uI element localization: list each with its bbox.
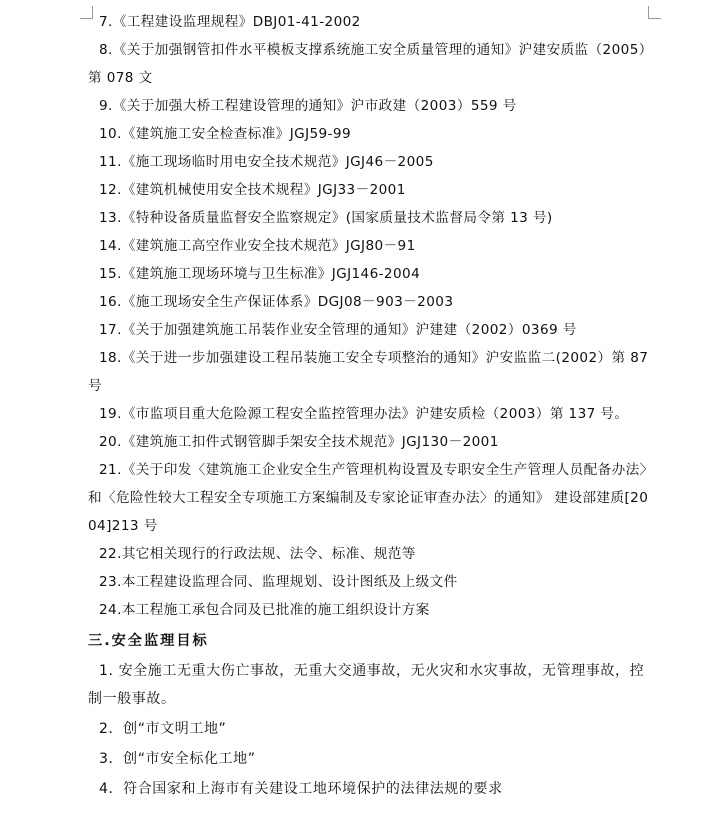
reference-item-20 [88, 428, 654, 456]
reference-text: 17.《关于加强建筑施工吊装作业安全管理的通知》沪建建（2002）0369 号 [99, 322, 577, 338]
reference-text: 10.《建筑施工安全检查标准》JGJ59-99 [99, 126, 351, 142]
goal-text: 2．创“市文明工地” [99, 721, 227, 737]
reference-item-23 [88, 568, 654, 596]
reference-text: 11.《施工现场临时用电安全技术规范》JGJ46－2005 [99, 154, 434, 170]
goal-item-1 [88, 657, 654, 713]
reference-item-11 [88, 148, 654, 176]
reference-text: 18.《关于进一步加强建设工程吊装施工安全专项整治的通知》沪安监监二(2002）第 87 号 [88, 350, 649, 394]
reference-item-12 [88, 176, 654, 204]
reference-text: 16.《施工现场安全生产保证体系》DGJ08－903－2003 [99, 294, 454, 310]
reference-text: 12.《建筑机械使用安全技术规程》JGJ33－2001 [99, 182, 406, 198]
reference-item-16 [88, 288, 654, 316]
reference-text: 20.《建筑施工扣件式钢管脚手架安全技术规范》JGJ130－2001 [99, 434, 499, 450]
reference-item-24 [88, 596, 654, 624]
reference-text: 14.《建筑施工高空作业安全技术规范》JGJ80－91 [99, 238, 416, 254]
reference-text: 9.《关于加强大桥工程建设管理的通知》沪市政建（2003）559 号 [99, 98, 517, 114]
reference-text: 13.《特种设备质量监督安全监察规定》(国家质量技术监督局令第 13 号) [99, 210, 553, 226]
reference-text: 8.《关于加强钢管扣件水平模板支撑系统施工安全质量管理的通知》沪建安质监（2005）第 078 文 [88, 42, 653, 86]
reference-item-15 [88, 260, 654, 288]
reference-item-17 [88, 316, 654, 344]
goal-item-3 [88, 745, 654, 773]
reference-text: 15.《建筑施工现场环境与卫生标准》JGJ146-2004 [99, 266, 421, 282]
section-heading-safety-goals: 三.安全监理目标 [88, 633, 209, 649]
goal-item-2 [88, 715, 654, 743]
reference-item-9 [88, 92, 654, 120]
goal-text: 1. 安全施工无重大伤亡事故，无重大交通事故，无火灾和水灾事故，无管理事故，控制一般事故。 [88, 663, 645, 707]
reference-text: 21.《关于印发〈建筑施工企业安全生产管理机构设置及专职安全生产管理人员配备办法〉和〈危险性较大工程安全专项施工方案编制及专家论证审查办法〉的通知》 建设部建质[2004]213 号 [88, 462, 654, 534]
reference-text: 7.《工程建设监理规程》DBJ01-41-2002 [99, 14, 361, 30]
reference-item-13 [88, 204, 654, 232]
reference-text: 19.《市监项目重大危险源工程安全监控管理办法》沪建安质检（2003）第 137 号。 [99, 406, 629, 422]
reference-list [88, 8, 654, 624]
goal-text: 3．创“市安全标化工地” [99, 751, 256, 767]
reference-item-19 [88, 400, 654, 428]
reference-item-18 [88, 344, 654, 400]
reference-item-10 [88, 120, 654, 148]
goal-text: 4．符合国家和上海市有关建设工地环境保护的法律法规的要求 [99, 781, 503, 797]
reference-text: 24.本工程施工承包合同及已批准的施工组织设计方案 [99, 602, 430, 618]
reference-item-21 [88, 456, 654, 540]
reference-text: 23.本工程建设监理合同、监理规划、设计图纸及上级文件 [99, 574, 458, 590]
goal-list [88, 657, 654, 803]
reference-item-7 [88, 8, 654, 36]
reference-item-14 [88, 232, 654, 260]
reference-item-22 [88, 540, 654, 568]
document-body [88, 8, 654, 803]
reference-item-8 [88, 36, 654, 92]
goal-item-4 [88, 775, 654, 803]
reference-text: 22.其它相关现行的行政法规、法令、标准、规范等 [99, 546, 416, 562]
